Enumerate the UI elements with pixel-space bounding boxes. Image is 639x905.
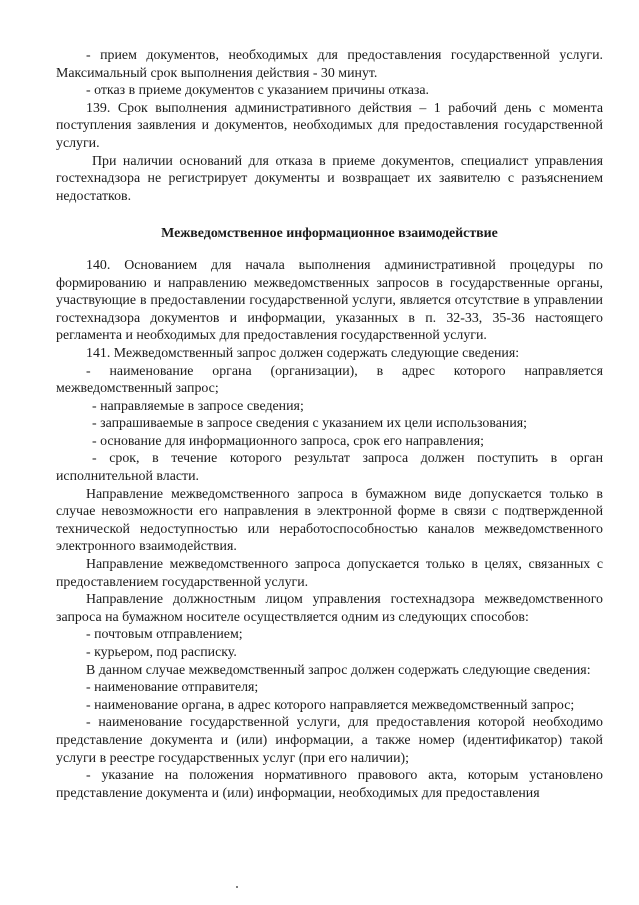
paragraph: 140. Основанием для начала выполнения административной процедуры по формированию и направлению межведомственных запросов в государственные органы, участвующие в предоставлении государственной услуги, является отсутствие в управлении гостехнадзора документов и информации, указанных в п. 32-33, 35-36 настоящего регламента и необходимых для предоставления государственной услуги. (56, 257, 603, 344)
list-item: - почтовым отправлением; (86, 627, 243, 643)
document-body (56, 47, 603, 802)
paragraph: Направление должностным лицом управления гостехнадзора межведомственного запроса на бумажном носителе осуществляется одним из следующих способов: (56, 592, 603, 625)
list-item: - указание на положения нормативного правового акта, которым установлено представление документа и (или) информации, необходимых для предоставления (56, 768, 603, 801)
paragraph: В данном случае межведомственный запрос должен содержать следующие сведения: (86, 662, 591, 678)
list-item: - срок, в течение которого результат запроса должен поступить в орган исполнительной власти. (56, 451, 603, 485)
paragraph: - отказ в приеме документов с указанием причины отказа. (86, 83, 429, 99)
paragraph: Направление межведомственного запроса в бумажном виде допускается только в случае невозможности его направления в электронной форме в связи с подтвержденной технической недоступностью или неработоспособностью каналов межведомственного электронного взаимодействия. (56, 486, 603, 555)
paragraph: Направление межведомственного запроса допускается только в целях, связанных с предоставлением государственной услуги. (56, 557, 603, 590)
section-heading: Межведомственное информационное взаимодействие (161, 226, 498, 242)
list-item: - курьером, под расписку. (86, 645, 237, 660)
list-item: - наименование государственной услуги, для предоставления которой необходимо представление документа и (или) информации, а также номер (идентификатор) такой услуги в реестре государственных услуг (при его наличии); (56, 715, 603, 766)
list-item: - запрашиваемые в запросе сведения с указанием их цели использования; (92, 416, 528, 432)
list-item: - направляемые в запросе сведения; (92, 398, 304, 414)
paragraph: При наличии оснований для отказа в приеме документов, специалист управления гостехнадзора не регистрирует документы и возвращает их заявителю с разъяснением недостатков. (56, 153, 603, 204)
list-item: - наименование органа, в адрес которого направляется межведомственный запрос; (86, 697, 575, 713)
list-item: - наименование отправителя; (86, 680, 259, 696)
paragraph: 141. Межведомственный запрос должен содержать следующие сведения: (86, 345, 520, 361)
paragraph: - прием документов, необходимых для предоставления государственной услуги. Максимальный срок выполнения действия - 30 минут. (56, 48, 603, 81)
scan-artifact (236, 886, 238, 888)
list-item: - основание для информационного запроса, срок его направления; (92, 433, 484, 449)
list-item: - наименование органа (организации), в адрес которого направляется межведомственный запрос; (56, 363, 603, 397)
paragraph: 139. Срок выполнения административного действия – 1 рабочий день с момента поступления заявления и документов, необходимых для предоставления государственной услуги. (56, 100, 603, 151)
